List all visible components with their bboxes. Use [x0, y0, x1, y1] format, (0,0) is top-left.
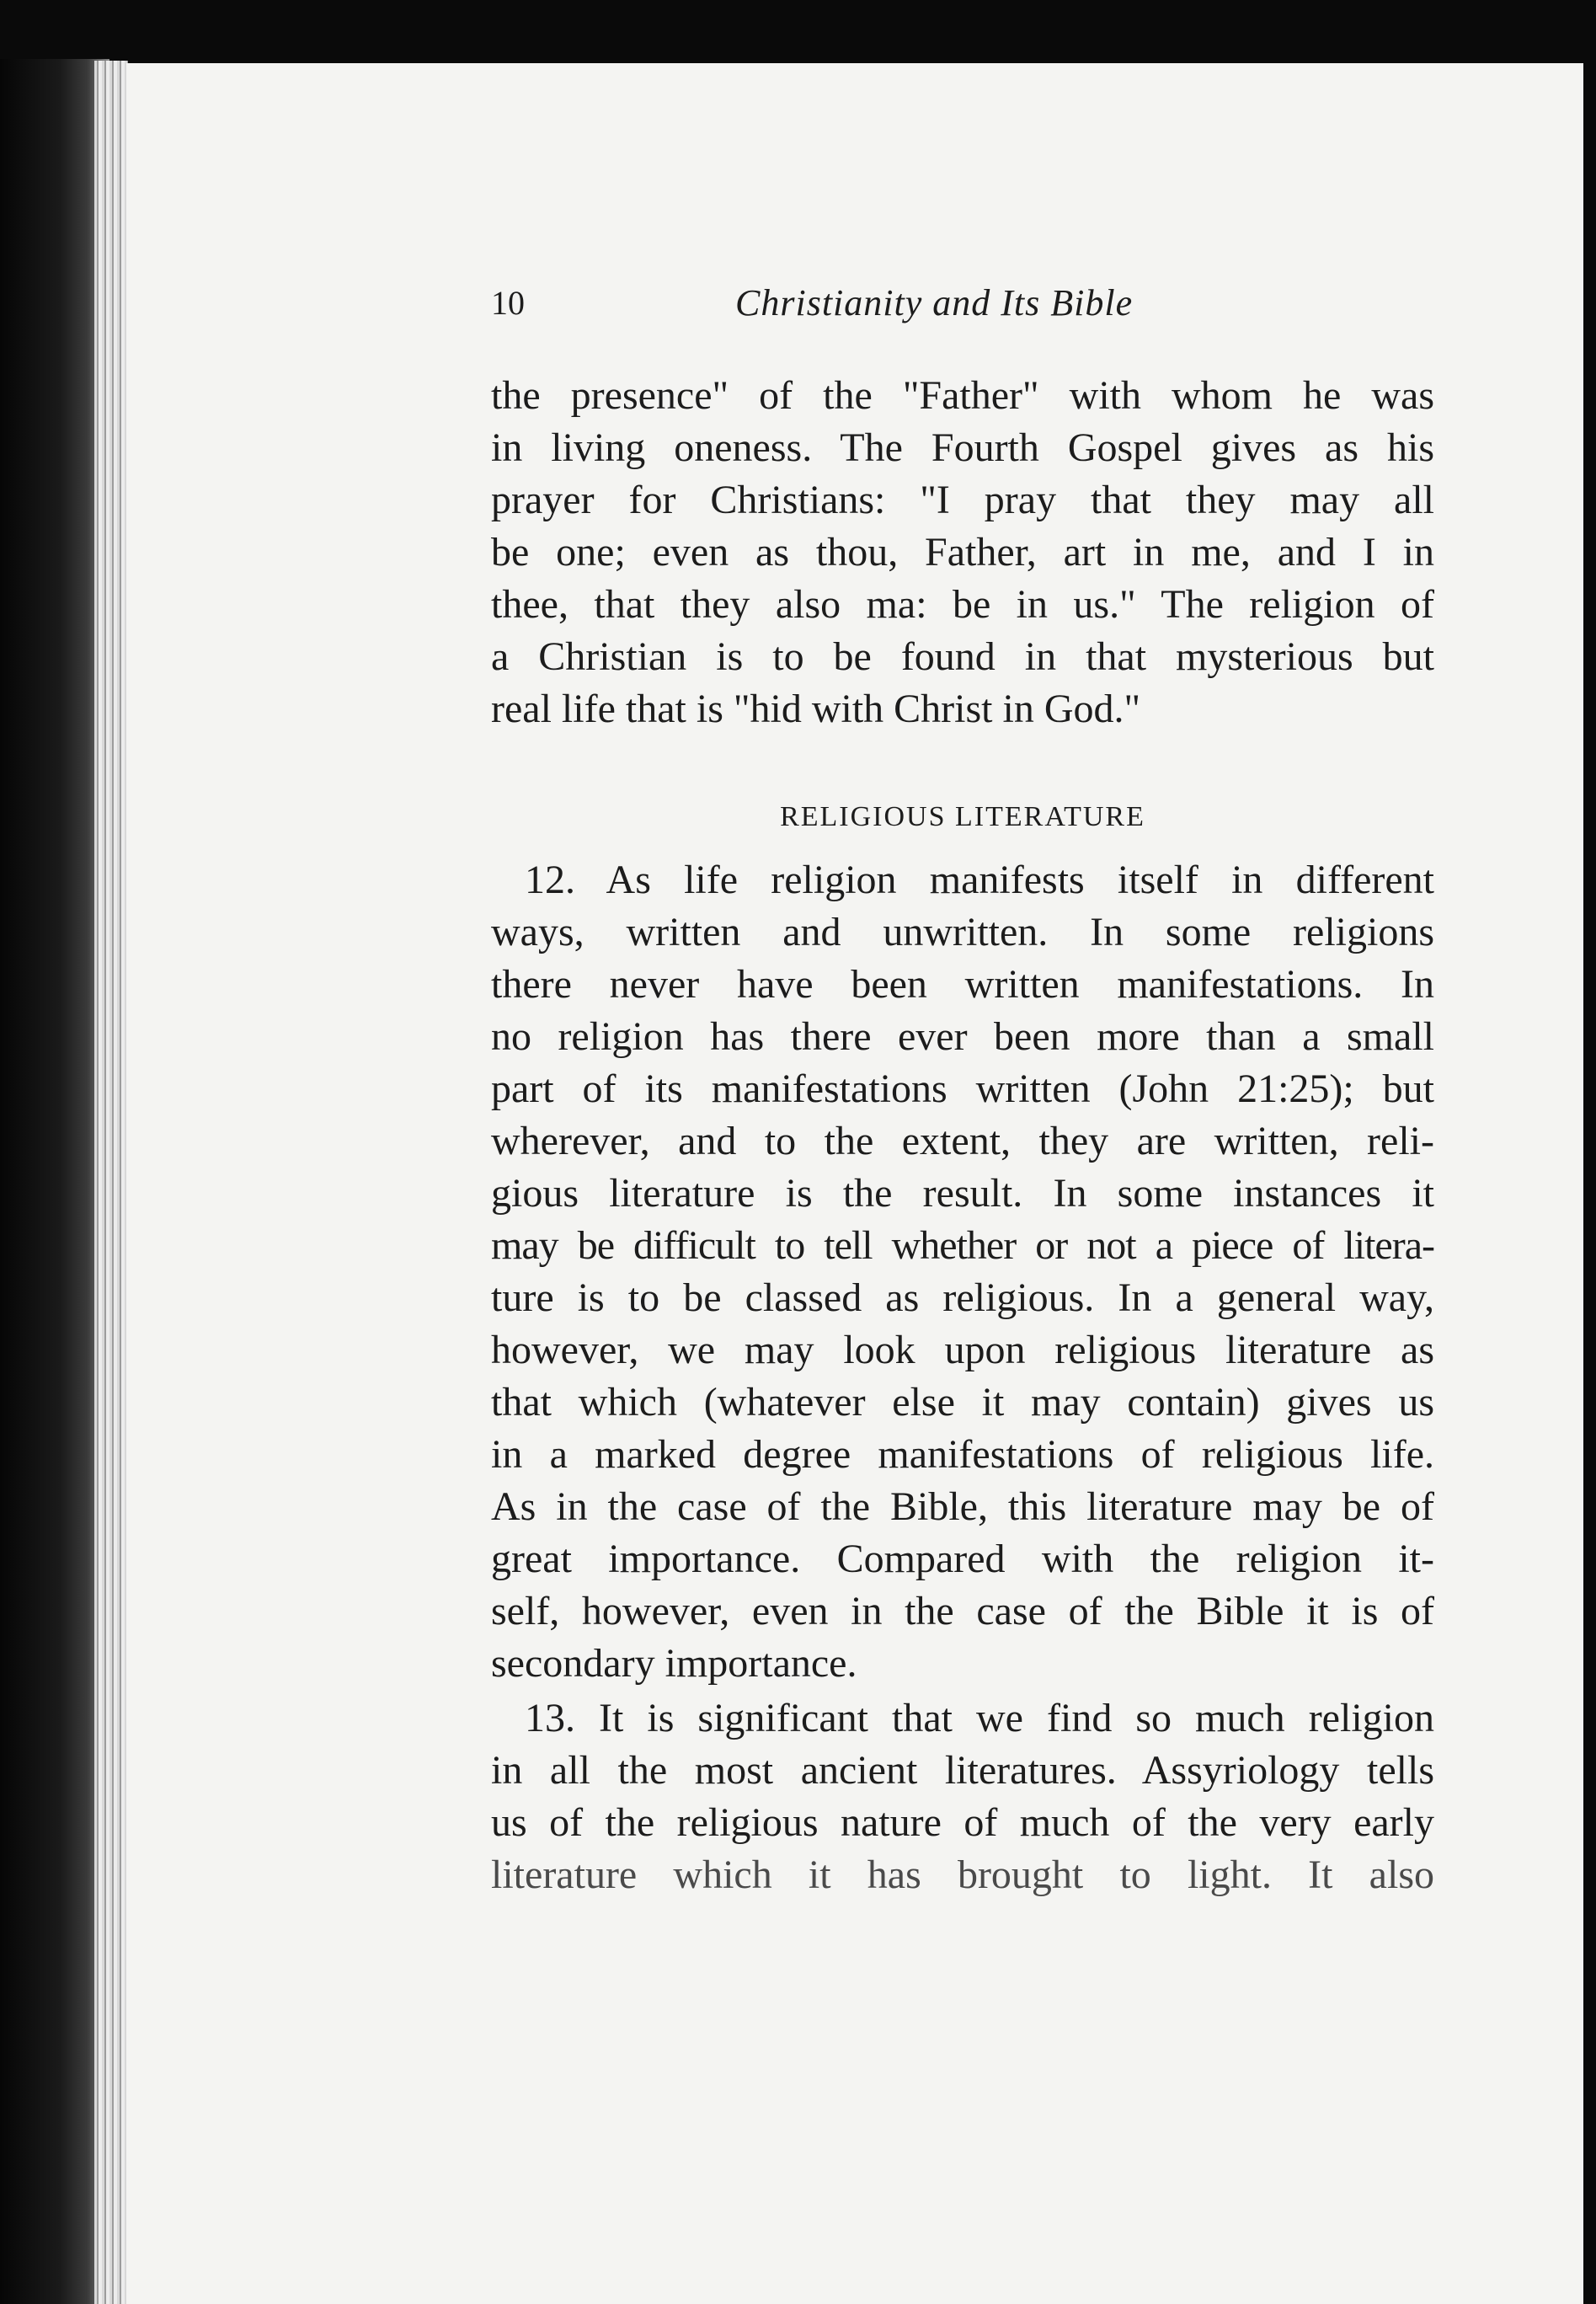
paragraph-12-line: part of its manifestations written (John 21:25); but: [491, 1066, 1434, 1111]
page-edges: [94, 61, 128, 2304]
paragraph-12-line: great importance. Compared with the religion it-: [491, 1537, 1434, 1581]
paragraph-12-line: ture is to be classed as religious. In a general way,: [491, 1275, 1434, 1320]
text-line: thee, that they also ma: be in us." The religion of: [491, 582, 1434, 627]
paragraph-12-line: wherever, and to the extent, they are written, reli-: [491, 1119, 1434, 1163]
text-line: prayer for Christians: "I pray that they may all: [491, 478, 1434, 522]
paragraph-13-line: in all the most ancient literatures. Assyriology tells: [491, 1748, 1434, 1793]
paragraph-12-line: ways, written and unwritten. In some religions: [491, 910, 1434, 954]
paragraph-12-line: that which (whatever else it may contain) gives us: [491, 1380, 1434, 1425]
paragraph-12-line: 12. As life religion manifests itself in different: [525, 858, 1434, 902]
text-line: a Christian is to be found in that mysterious but: [491, 634, 1434, 679]
paragraph-12-line: no religion has there ever been more than a small: [491, 1014, 1434, 1059]
paragraph-13-line: 13. It is significant that we find so much religion: [525, 1696, 1434, 1740]
paragraph-12-line: self, however, even in the case of the Bible it is of: [491, 1589, 1434, 1633]
paragraph-12-line: may be difficult to tell whether or not a piece of litera-: [491, 1223, 1434, 1268]
body-text: [491, 371, 1434, 1929]
paragraph-12-line: secondary importance.: [491, 1641, 857, 1686]
paragraph-12-line: gious literature is the result. In some instances it: [491, 1171, 1434, 1216]
paragraph-12-line: in a marked degree manifestations of religious life.: [491, 1432, 1434, 1477]
text-line: real life that is "hid with Christ in God.": [491, 687, 1141, 731]
paragraph-12-line: however, we may look upon religious literature as: [491, 1328, 1434, 1372]
paragraph-13-line: us of the religious nature of much of the very early: [491, 1800, 1434, 1845]
scan-left-margin: [0, 59, 109, 2304]
text-line: the presence" of the "Father" with whom he was: [491, 373, 1434, 418]
text-line: in living oneness. The Fourth Gospel gives as his: [491, 425, 1434, 470]
text-line: be one; even as thou, Father, art in me, and I in: [491, 530, 1434, 575]
running-title: Christianity and Its Bible: [735, 282, 1134, 323]
paragraph-12-line: As in the case of the Bible, this literature may be of: [491, 1484, 1434, 1529]
paragraph-12-line: there never have been written manifestations. In: [491, 962, 1434, 1007]
page-number: 10: [491, 284, 525, 322]
paragraph-13-line: literature which it has brought to light. It also: [491, 1852, 1434, 1897]
page-header: [491, 278, 1186, 329]
section-heading: RELIGIOUS LITERATURE: [780, 801, 1145, 832]
